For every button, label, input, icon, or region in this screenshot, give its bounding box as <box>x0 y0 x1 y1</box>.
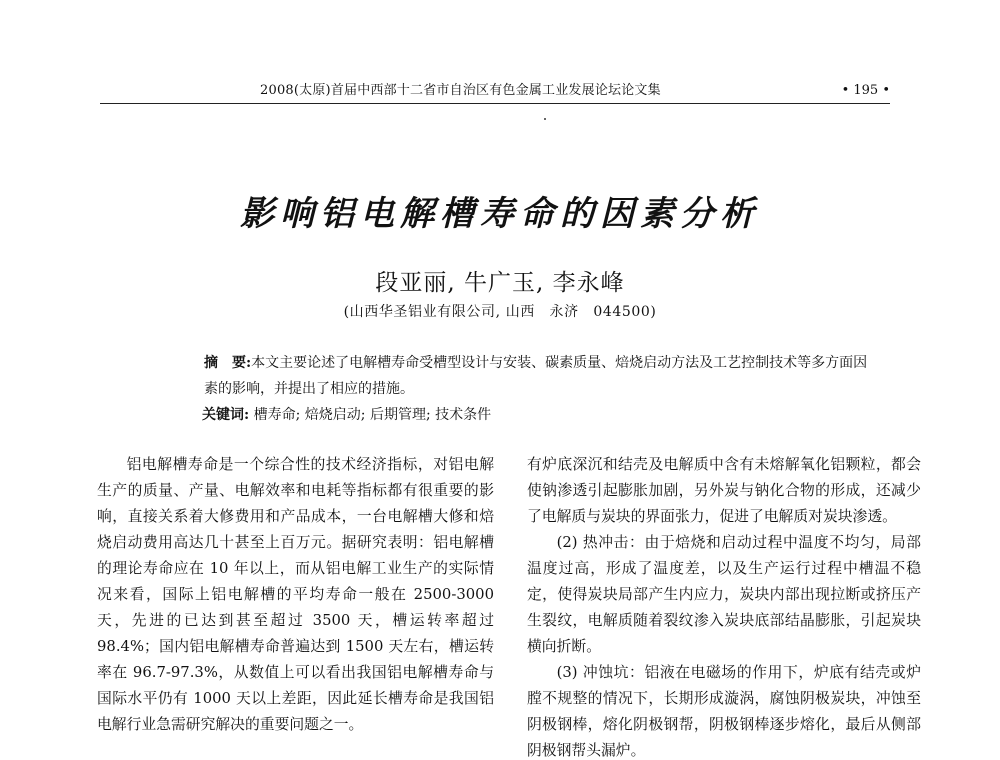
body-paragraph: 有炉底深沉和结壳及电解质中含有未熔解氧化铝颗粒，都会使钠渗透引起膨胀加剧，另外炭与钠化合物的形成，还减少了电解质与炭块的界面张力，促进了电解质对炭块渗透。 <box>527 456 921 525</box>
running-header <box>100 80 890 102</box>
abstract-block <box>172 350 872 428</box>
body-paragraph: (2) 热冲击：由于焙烧和启动过程中温度不均匀，局部温度过高，形成了温度差，以及生产运行过程中槽温不稳定，使得炭块局部产生内应力，炭块内部出现拉断或挤压产生裂纹，电解质随着裂纹渗入炭块底部结晶膨胀，引起炭块横向折断。 <box>527 534 921 655</box>
body-left-column <box>97 452 494 738</box>
keywords-label: 关键词: <box>202 407 250 423</box>
page-number: • 195 • <box>841 83 890 98</box>
article-title: 影响铝电解槽寿命的因素分析 <box>240 194 760 234</box>
authors: 段亚丽, 牛广玉, 李永峰 <box>375 270 625 296</box>
running-title: 2008(太原)首届中西部十二省市自治区有色金属工业发展论坛论文集 <box>260 83 661 98</box>
body-paragraph: 铝电解槽寿命是一个综合性的技术经济指标，对铝电解生产的质量、产量、电解效率和电耗等指标都有很重要的影响，直接关系着大修费用和产品成本，一台电解槽大修和焙烧启动费用高达几十甚至上百万元。据研究表明：铝电解槽的理论寿命应在 10 年以上，而从铝电解工业生产的实际情况来看，国际上铝电解槽的平均寿命一般在 2500-3000 天，先进的已达到甚至超过 3500 天，槽运转率超过 98.4%；国内铝电解槽寿命普遍达到 1500 天左右，槽运转率在 96.7-97.3%，从数值上可以看出我国铝电解槽寿命与国际水平仍有 1000 天以上差距，因此延长槽寿命是我国铝电解行业急需研究解决的重要问题之一。 <box>97 456 494 733</box>
abstract-line <box>172 350 872 402</box>
keywords: 槽寿命; 焙烧启动; 后期管理; 技术条件 <box>253 407 492 423</box>
keywords-line <box>172 402 872 428</box>
affiliation: (山西华圣铝业有限公司, 山西 永济 044500) <box>343 304 657 320</box>
scan-speck <box>544 118 546 120</box>
abstract-label: 摘 要: <box>204 355 252 371</box>
header-rule <box>100 103 890 104</box>
abstract-text: 本文主要论述了电解槽寿命受槽型设计与安装、碳素质量、焙烧启动方法及工艺控制技术等多方面因素的影响，并提出了相应的措施。 <box>204 355 868 397</box>
body-paragraph: (3) 冲蚀坑：铝液在电磁场的作用下，炉底有结壳或炉膛不规整的情况下，长期形成漩涡，腐蚀阴极炭块，冲蚀至阴极钢棒，熔化阴极钢帮，阴极钢棒逐步熔化，最后从侧部阴极钢帮头漏炉。 <box>527 664 921 759</box>
body-right-column <box>527 452 921 760</box>
